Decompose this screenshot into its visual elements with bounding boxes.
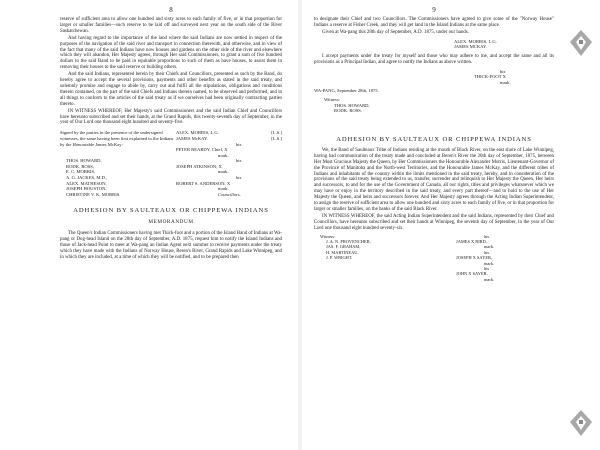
page-number: 9 bbox=[432, 6, 436, 14]
section-heading: ADHESION BY SAULTEAUX OR CHIPPEWA INDIANS bbox=[73, 207, 269, 215]
mark-label: mark. bbox=[484, 276, 495, 282]
signatory: PETER BEARDY, Chief, X bbox=[176, 147, 228, 153]
his-label: his bbox=[484, 233, 490, 239]
councillors-label: Councillors. bbox=[218, 191, 241, 197]
paragraph: IN WITNESS WHEREOF, the said Acting Indian Superintendent and the said Indians, represented by their Chief and Councillors, have hereunto subscribed and set their hands at Winnipeg, the seventh day of September, in the year of Our Lord one thousand eight hundred seventy-six. bbox=[314, 213, 554, 231]
witness: RODK. ROSS. bbox=[334, 108, 362, 114]
his-label: his bbox=[236, 141, 242, 147]
witness: E. C. MORRIS, bbox=[66, 169, 96, 175]
witness: RODK. ROSS, bbox=[66, 163, 94, 169]
his-label: his bbox=[484, 249, 490, 255]
paragraph: IN WITNESS WHEREOF, Her Majesty's said Commissioners and the said Indian Chief and Councillors have hereunto subscribed and set their hands, at the Grand Rapids, this twenty-seventh day of September, in the year of Our Lord one thousand eight hundred and seventy-five. bbox=[60, 108, 282, 126]
witness: A. G. JACKES, M.D., bbox=[66, 175, 108, 181]
signatory: ALEX. MORRIS, L.G. bbox=[176, 130, 219, 136]
mark-label: mark. bbox=[484, 244, 495, 250]
signatory: JOSEPH ATKINSON, X bbox=[176, 163, 222, 169]
mark-label: mark. bbox=[218, 186, 229, 192]
witness: ALEX. MATHESON, bbox=[66, 180, 107, 186]
his-label: his bbox=[236, 175, 242, 181]
signatory: JAMES X BIRD, bbox=[456, 238, 487, 244]
signatory: THICK-FOOT X bbox=[474, 74, 506, 80]
signatory: JOHN X SAYER, bbox=[456, 271, 488, 277]
decorative-motif-icon bbox=[568, 408, 594, 438]
his-label: his bbox=[500, 68, 506, 74]
page-number: 8 bbox=[169, 6, 173, 14]
decorative-motif-icon bbox=[568, 28, 594, 58]
signatory: JAMES MCKAY. bbox=[454, 44, 487, 50]
place-date: WA-PANG, September 28th, 1875. bbox=[314, 87, 379, 93]
witness-label: Witness: bbox=[324, 97, 340, 103]
signature-block bbox=[60, 130, 282, 197]
paragraph: We, the Band of Saulteaux Tribe of Indians residing at the mouth of Black River, on the east shore of Lake Winnipeg, having had communication of the treaty made and concluded at Beren's River the 20th day of September, 1875, between Her Most Gracious Majesty the Queen, by Her Commissioners the Honourable Alexander Morris, Lieutenant-Governor of the Province of Manitoba and the North-west Territories, and the Honourable James McKay, and the different tribes of Indians and inhabitants of the country within the limits mentioned in the said treaty, hereby, and in consideration of the provisions of the said treaty being extended to us, transfer, surrender and relinquish to Her Majesty the Queen, Her heirs and successors, to and for the use of the Government of Canada, all our rights, titles and privileges whatsoever which we may have or enjoy in the territory described in the said treaty, and every part thereof—and to hold to the use of Her Majesty the Queen, and heirs and successors forever. And Her Majesty agrees through the Acting Indian Superintendent, to assign the reserve of sufficient area to allow one hundred and sixty acres to each family of five, or in that proportion for larger or smaller families, on the banks of the said Black River. bbox=[314, 147, 554, 212]
signatory: JOSEPH X SAYER, bbox=[456, 255, 493, 261]
paragraph: I accept payments under the treaty for myself and those who may adhere to me, and accept the same and all its provisions as a Principal Indian, and agree to notify the Indians as above written. bbox=[314, 53, 554, 65]
witness: CHRISTINE V. K. MORRIS. bbox=[66, 191, 121, 197]
paragraph: And the said Indians, represented herein by their Chiefs and Councillors, presented as such by the Band, do hereby agree to accept the several provisions, payments and other benefits as stated in the said treaty, and solemnly promise and engage to abide by, carry out and fulfil all the stipulations, obligations and conditions therein contained, on the part of the said Chiefs and Indians therein named, to be observed and performed, and in all things to conform to the articles of the said treaty as if we ourselves had been originally contracting parties thereto. bbox=[60, 72, 282, 107]
his-label: his bbox=[484, 266, 490, 271]
signature-intro: Signed by the parties in the presence of the undersigned witnesses, the same having been first explained to the Indians by the Honourable James McKay: bbox=[60, 130, 174, 147]
witness: H. MARTINEAU, bbox=[326, 249, 359, 255]
paragraph: to designate their Chief and two Councillors. The Commissioners have agreed to give some of the "Norway House" Indians a reserve at Fisher Creek, and they will get land in the Island Indians at the same place. bbox=[314, 17, 554, 28]
mark-label: mark. bbox=[500, 79, 511, 85]
his-label: his bbox=[236, 158, 242, 164]
paragraph: The Queen's Indian Commissioners having met Thick-foot and a portion of the Island Band of Indians at Wa-pang or Dog-head Island on the 28th day of September, A.D. 1875, request him to notify the Island Indians and those of Jack-head Point to meet at Wa-pang an Indian Agent next summer to receive payments under the treaty which they have made with the Indians of Norway House, Beren's River, Grand Rapids and Lake Winnipeg, and in which they are included, at a time of which they will be notified, and to be prepared then bbox=[60, 231, 282, 261]
witness: THOS. HOWARD, bbox=[334, 102, 370, 108]
paragraph: reserve of sufficient area to allow one hundred and sixty acres to each family of five, or in that proportion for larger or smaller families—such reserve to be laid off and surveyed next year on the south side of the River Saskatchewan. bbox=[60, 17, 282, 34]
mark-label: mark. bbox=[218, 152, 229, 158]
witness: JOSEPH HOUSTON, bbox=[66, 186, 107, 192]
mark-label: mark. bbox=[484, 260, 495, 266]
signature-block bbox=[314, 234, 554, 283]
witness: JAS. F. GRAHAM, bbox=[326, 244, 361, 250]
signatory: ALEX. MORRIS, L.G. bbox=[454, 38, 497, 44]
signatory: JAMES McKAY. bbox=[176, 135, 208, 141]
seal: [L.S.] bbox=[271, 130, 282, 136]
section-heading: ADHESION BY SAULTEAUX OR CHIPPEWA INDIANS bbox=[336, 135, 532, 143]
witness: J. A. N. PROVENCHER, bbox=[326, 238, 371, 244]
witness-label: Witness: bbox=[320, 233, 336, 239]
mark-label: mark. bbox=[218, 169, 229, 175]
seal: [L.S.] bbox=[271, 135, 282, 141]
witness: THOS. HOWARD, bbox=[66, 158, 102, 164]
section-subheading: MEMORANDUM bbox=[148, 219, 194, 226]
signatory: ROBERT S. ANDERSON, X bbox=[176, 180, 231, 186]
paragraph: And having regard to the importance of the land where the said Indians are now settled in respect of the purposes of the navigation of the said river and transport in connection therewith, and otherwise, and in view of the fact that many of the said Indians have now houses and gardens on the other side of the river and elsewhere which they will abandon, Her Majesty agrees, through Her said Commissioners, to grant a sum of five hundred dollars to the said Band to be paid in equitable proportions to such of them as have houses, to assist them in removing their houses to the said reserve or building others. bbox=[60, 35, 282, 71]
witness: J. P. WRIGHT. bbox=[326, 255, 353, 261]
right-page bbox=[300, 0, 600, 450]
paragraph: Given at Wa-pang this 28th day of September, A.D. 1875, under our hands. bbox=[322, 29, 469, 35]
